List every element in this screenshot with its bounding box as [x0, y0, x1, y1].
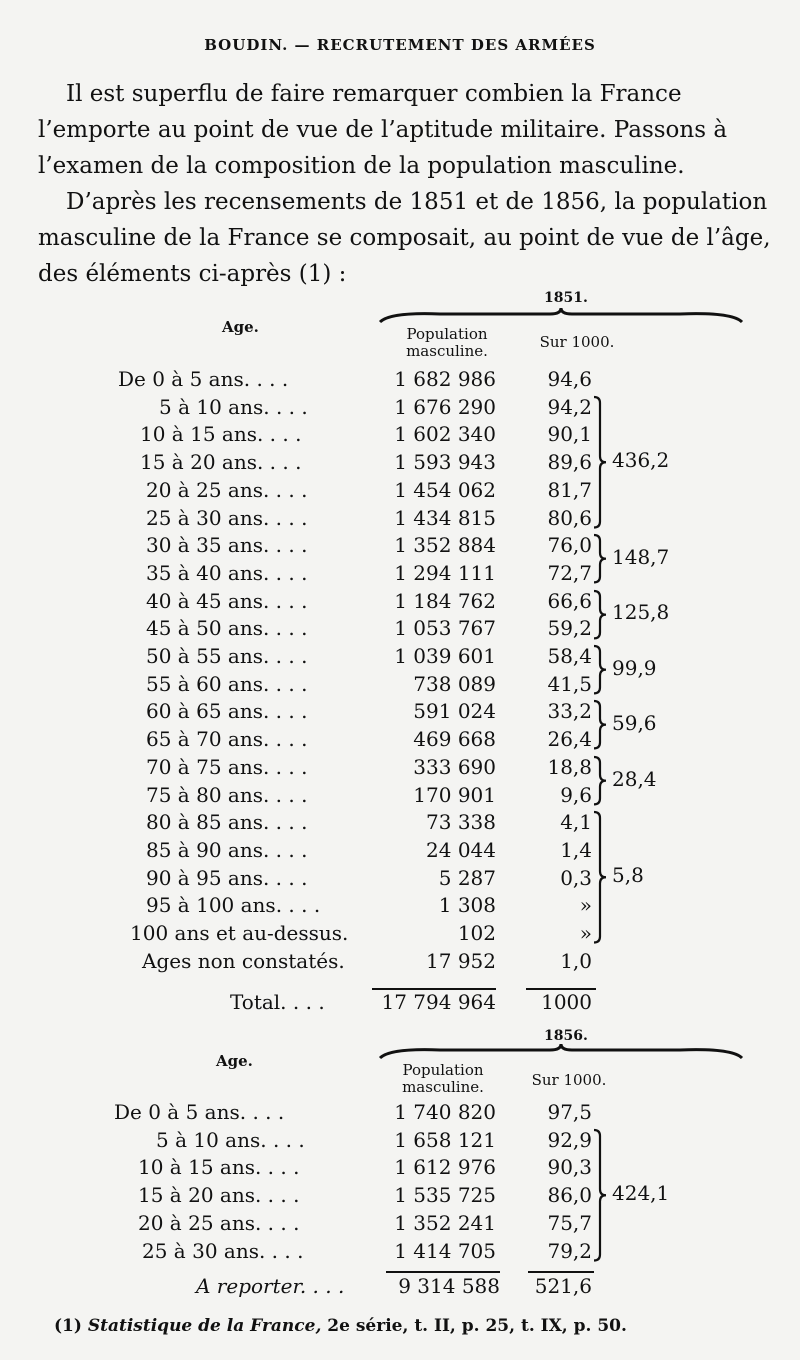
population-value: 102 [457, 921, 496, 945]
per-thousand-value: 4,1 [560, 810, 592, 835]
population-value: 1 682 986 [394, 367, 496, 391]
per-thousand-value: 80,6 [547, 505, 592, 530]
header-line: Population [406, 325, 488, 343]
population-value: 738 089 [413, 671, 496, 696]
age-range: De 0 à 5 ans. . . . [118, 367, 289, 391]
table-1856-population-header [388, 1062, 498, 1096]
table-row [0, 697, 800, 725]
per-thousand-value: 26,4 [547, 727, 592, 752]
per-thousand-value: 75,7 [547, 1210, 592, 1235]
table-row [0, 559, 800, 587]
age-range: 100 ans et au-dessus. [130, 921, 349, 945]
population-value: 17 952 [426, 948, 496, 973]
paragraph-1 [38, 76, 758, 184]
per-thousand-value: 79,2 [547, 1238, 592, 1263]
population-value: 73 338 [426, 810, 496, 835]
per-thousand-value: 76,0 [547, 533, 592, 558]
age-range: 10 à 15 ans. . . . [138, 1155, 300, 1180]
age-range: 35 à 40 ans. . . . [146, 560, 308, 585]
paragraph-2 [38, 184, 771, 292]
per-thousand-value: 94,2 [547, 394, 592, 419]
footnote-reference: 2e série, t. II, p. 25, t. IX, p. 50. [327, 1316, 627, 1336]
age-range: De 0 à 5 ans. . . . [114, 1100, 285, 1124]
group-brace [594, 535, 608, 582]
table-1851-total-row [0, 988, 800, 1016]
table-1851-per-thousand-header: Sur 1000. [539, 333, 615, 351]
table-row [0, 1181, 800, 1209]
population-value: 24 044 [426, 837, 496, 862]
group-brace [594, 701, 608, 748]
per-thousand-value: 86,0 [547, 1183, 592, 1208]
group-brace [594, 397, 608, 528]
table-row [0, 670, 800, 698]
per-thousand-value: 1,0 [560, 948, 592, 973]
per-thousand-value: 66,6 [547, 588, 592, 613]
per-thousand-value: 33,2 [547, 699, 592, 724]
table-row [0, 531, 800, 559]
running-head: BOUDIN. — RECRUTEMENT DES ARMÉES [204, 36, 596, 54]
table-1856-year: 1856. [544, 1028, 588, 1044]
per-thousand-value: » [579, 921, 592, 945]
population-value: 1 602 340 [394, 422, 496, 447]
age-range: 40 à 45 ans. . . . [146, 588, 308, 613]
population-value: 469 668 [413, 727, 496, 752]
table-row [0, 504, 800, 532]
per-thousand-value: 97,5 [547, 1100, 592, 1124]
group-brace [594, 591, 608, 638]
paragraph-line: l’examen de la composition de la population masculine. [38, 153, 685, 179]
table-row [0, 448, 800, 476]
population-value: 1 352 241 [394, 1210, 496, 1235]
group-brace [594, 646, 608, 693]
table-row [0, 836, 800, 864]
table-row [0, 614, 800, 642]
table-1851-year: 1851. [544, 290, 588, 306]
age-range: 20 à 25 ans. . . . [146, 477, 308, 502]
group-subtotal: 28,4 [612, 766, 657, 791]
population-value: 1 308 [438, 893, 496, 918]
age-range: 5 à 10 ans. . . . [159, 394, 308, 419]
population-value: 1 414 705 [394, 1238, 496, 1263]
group-subtotal: 125,8 [612, 600, 670, 625]
table-row [0, 1126, 800, 1154]
population-value: 1 039 601 [394, 644, 496, 668]
age-range: 10 à 15 ans. . . . [140, 422, 302, 447]
age-range: 90 à 95 ans. . . . [146, 865, 308, 890]
population-value: 1 535 725 [394, 1183, 496, 1208]
age-range: 45 à 50 ans. . . . [146, 616, 308, 641]
age-range: 15 à 20 ans. . . . [140, 450, 302, 475]
table-row [0, 891, 800, 919]
header-line: Population [402, 1061, 484, 1079]
table-row [0, 781, 800, 809]
population-value: 1 053 767 [394, 616, 496, 641]
group-subtotal: 59,6 [612, 711, 657, 736]
age-range: Ages non constatés. [142, 948, 345, 973]
total-label: Total. . . . [230, 990, 325, 1014]
table-row [0, 420, 800, 448]
population-value: 1 454 062 [394, 477, 496, 502]
population-value: 333 690 [413, 754, 496, 779]
per-thousand-value: 81,7 [547, 477, 592, 502]
group-subtotal: 5,8 [612, 863, 644, 888]
paragraph-line: Il est superflu de faire remarquer combien la France [66, 81, 682, 107]
table-row [0, 587, 800, 615]
per-thousand-value: 41,5 [547, 671, 592, 696]
header-line: masculine. [402, 1078, 484, 1096]
total-per-thousand: 1000 [541, 990, 592, 1014]
per-thousand-value: 92,9 [547, 1127, 592, 1152]
per-thousand-value: 90,1 [547, 422, 592, 447]
age-range: 75 à 80 ans. . . . [146, 782, 308, 807]
table-row [0, 642, 800, 670]
table-row [0, 1153, 800, 1181]
population-value: 1 593 943 [394, 450, 496, 475]
per-thousand-value: 90,3 [547, 1155, 592, 1180]
population-value: 1 612 976 [394, 1155, 496, 1180]
population-value: 1 434 815 [394, 505, 496, 530]
table-row [0, 725, 800, 753]
table-1856-carry-row [0, 1272, 800, 1300]
table-row [0, 947, 800, 975]
age-range: 80 à 85 ans. . . . [146, 810, 308, 835]
table-row [0, 919, 800, 947]
table-1856-per-thousand-header: Sur 1000. [531, 1071, 607, 1089]
population-value: 5 287 [438, 865, 496, 890]
paragraph-line: des éléments ci-après (1) : [38, 261, 347, 287]
group-brace [594, 757, 608, 804]
group-subtotal: 99,9 [612, 655, 657, 680]
carry-per-thousand: 521,6 [534, 1274, 592, 1298]
paragraph-line: D’après les recensements de 1851 et de 1856, la population [66, 189, 768, 215]
group-brace [594, 812, 608, 943]
table-1851-age-header: Age. [222, 318, 259, 336]
header-line: masculine. [406, 342, 488, 360]
table-row [0, 1237, 800, 1265]
per-thousand-value: 58,4 [547, 644, 592, 668]
age-range: 55 à 60 ans. . . . [146, 671, 308, 696]
population-value: 1 184 762 [394, 588, 496, 613]
paragraph-line: masculine de la France se composait, au point de vue de l’âge, [38, 225, 771, 251]
table-row [0, 476, 800, 504]
footnote [54, 1316, 627, 1336]
table-1856-age-header: Age. [216, 1052, 253, 1070]
table-row [0, 393, 800, 421]
group-subtotal: 424,1 [612, 1180, 670, 1205]
age-range: 65 à 70 ans. . . . [146, 727, 308, 752]
age-range: 60 à 65 ans. . . . [146, 699, 308, 724]
carry-label: A reporter. . . . [196, 1274, 345, 1298]
age-range: 85 à 90 ans. . . . [146, 837, 308, 862]
age-range: 70 à 75 ans. . . . [146, 754, 308, 779]
age-range: 15 à 20 ans. . . . [138, 1183, 300, 1208]
per-thousand-value: 0,3 [560, 865, 592, 890]
age-range: 5 à 10 ans. . . . [156, 1127, 305, 1152]
carry-population: 9 314 588 [398, 1274, 500, 1298]
footnote-marker: (1) [54, 1316, 82, 1336]
population-value: 1 352 884 [394, 533, 496, 558]
age-range: 25 à 30 ans. . . . [142, 1238, 304, 1263]
per-thousand-value: » [579, 893, 592, 918]
table-row [0, 864, 800, 892]
group-subtotal: 148,7 [612, 544, 670, 569]
per-thousand-value: 59,2 [547, 616, 592, 641]
per-thousand-value: 18,8 [547, 754, 592, 779]
per-thousand-value: 89,6 [547, 450, 592, 475]
population-value: 1 740 820 [394, 1100, 496, 1124]
table-row [0, 808, 800, 836]
table-row [0, 365, 800, 393]
paragraph-line: l’emporte au point de vue de l’aptitude militaire. Passons à [38, 117, 728, 143]
table-1851-population-header [392, 326, 502, 360]
group-subtotal: 436,2 [612, 447, 670, 472]
total-population: 17 794 964 [381, 990, 496, 1014]
per-thousand-value: 1,4 [560, 837, 592, 862]
table-row [0, 1098, 800, 1126]
table-row [0, 1209, 800, 1237]
per-thousand-value: 9,6 [560, 782, 592, 807]
population-value: 591 024 [413, 699, 496, 724]
population-value: 1 658 121 [394, 1127, 496, 1152]
table-row [0, 753, 800, 781]
population-value: 170 901 [413, 782, 496, 807]
per-thousand-value: 94,6 [547, 367, 592, 391]
age-range: 20 à 25 ans. . . . [138, 1210, 300, 1235]
age-range: 95 à 100 ans. . . . [146, 893, 321, 918]
age-range: 25 à 30 ans. . . . [146, 505, 308, 530]
population-value: 1 294 111 [394, 560, 496, 585]
group-brace [594, 1130, 608, 1261]
per-thousand-value: 72,7 [547, 560, 592, 585]
age-range: 30 à 35 ans. . . . [146, 533, 308, 558]
footnote-title: Statistique de la France, [87, 1316, 322, 1336]
population-value: 1 676 290 [394, 394, 496, 419]
age-range: 50 à 55 ans. . . . [146, 644, 308, 668]
